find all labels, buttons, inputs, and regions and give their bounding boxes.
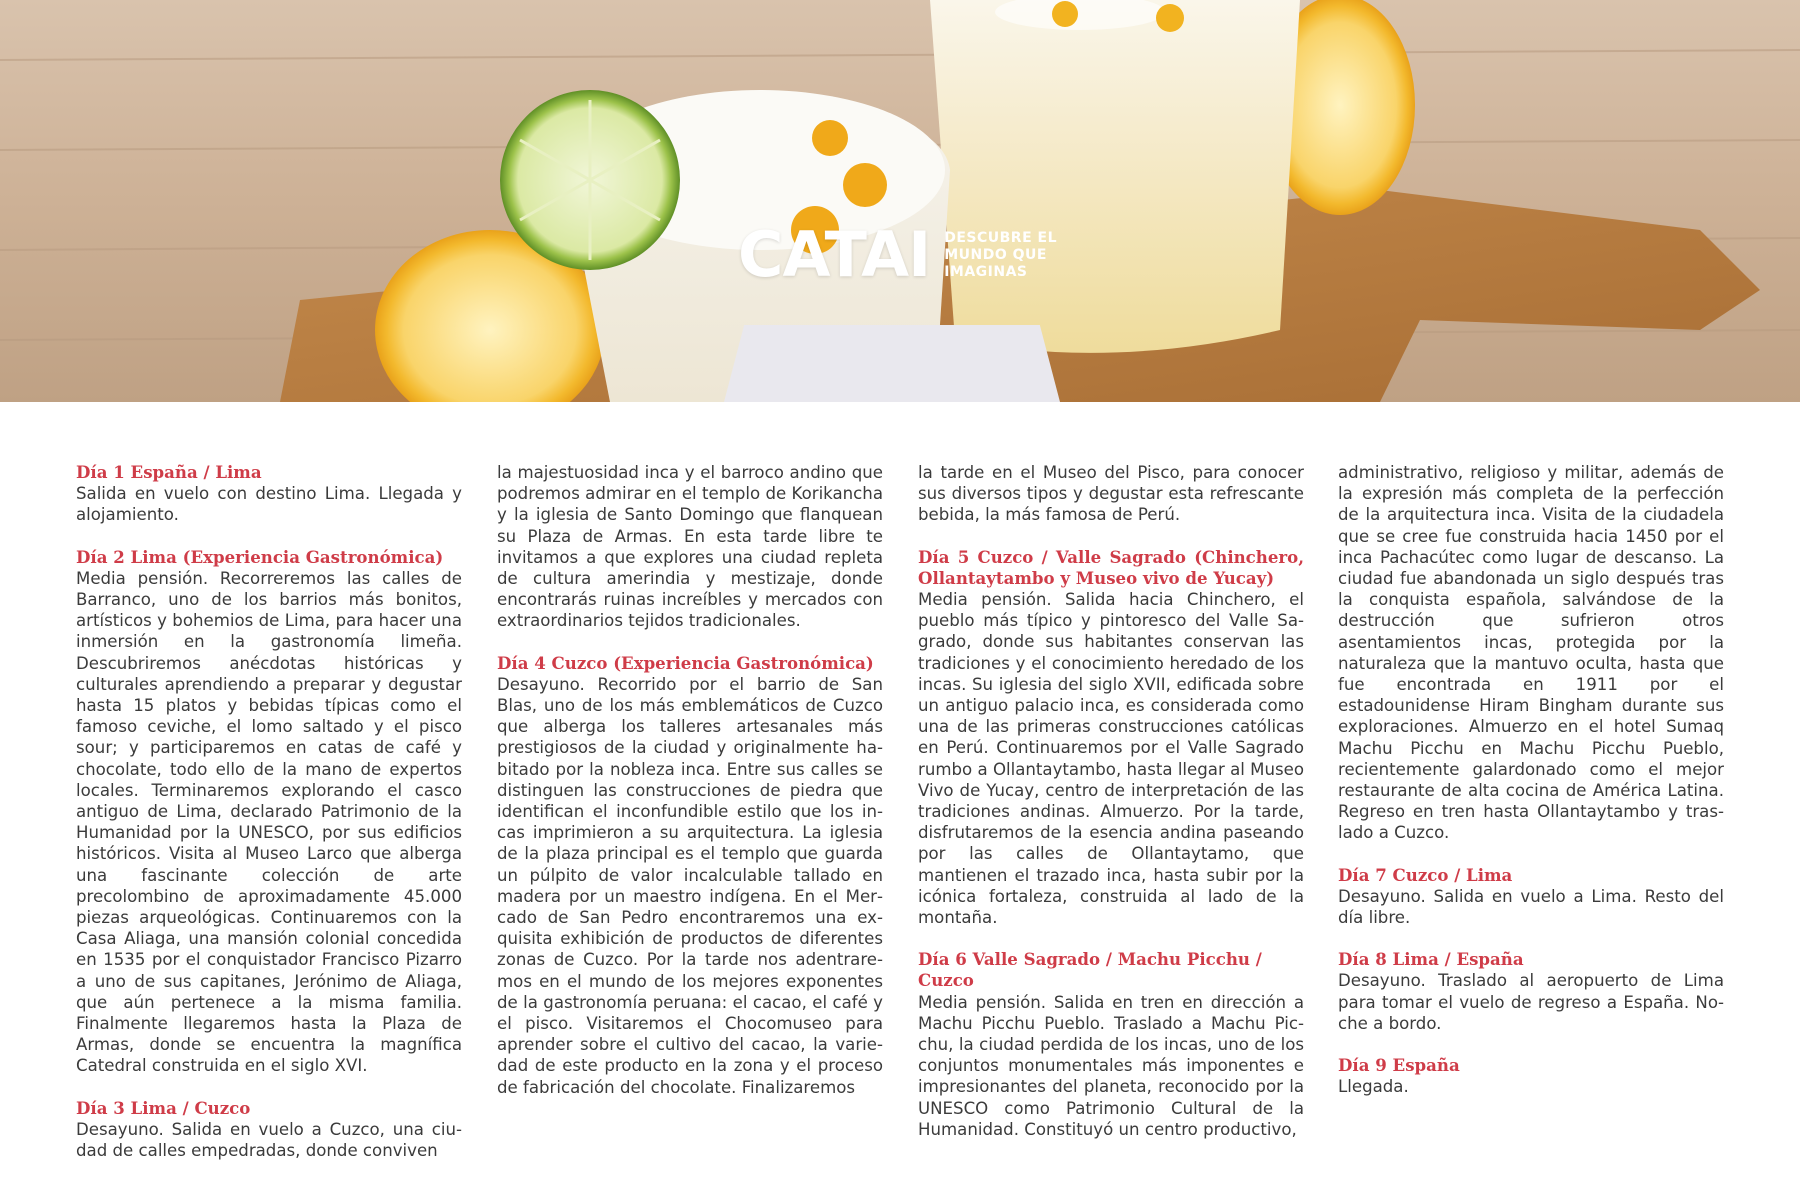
day-text: Desayuno. Salida en vuelo a Lima. Resto del día libre. bbox=[1338, 886, 1724, 928]
day-text: Media pensión. Salida hacia Chinchero, el pueblo más típico y pintoresco del Valle Sagrado, donde sus habitantes conservan las tradiciones y el conocimiento heredado de los incas. Su iglesia del siglo XVII, edificada sobre un antiguo palacio inca, es considerada como una de las primeras construcciones católicas en Perú. Continuaremos por el Valle Sagrado rumbo a Ollantaytambo, hasta llegar al Museo Vivo de Yucay, centro de interpretación de las tradiciones andinas. Almuerzo. Por la tarde, disfrutaremos de la esencia andina paseando por las calles de Ollantaytamo, que mantienen el trazado inca, hasta subir por la icónica fortaleza, construida al lado de la montaña. bbox=[918, 590, 1304, 928]
hero-photo bbox=[0, 0, 1800, 402]
day-title: Día 9 España bbox=[1338, 1055, 1460, 1076]
day-title: Día 1 España / Lima bbox=[76, 462, 262, 482]
day-4-continued bbox=[918, 462, 1304, 526]
tagline-line-1: DESCUBRE EL bbox=[944, 229, 1057, 246]
day-text: Desayuno. Salida en vuelo a Cuzco, una ciudad de calles empedradas, donde conviven bbox=[76, 1119, 462, 1161]
itinerary-columns bbox=[76, 462, 1724, 1161]
tagline-line-2: MUNDO QUE bbox=[944, 246, 1047, 263]
day-text: la majestuosidad inca y el barroco andino que podremos admirar en el templo de Korikancha y la iglesia de Santo Domingo que flanquean su Plaza de Armas. En esta tarde libre te invitamos a que explores una ciudad repleta de cultura amerindia y mestizaje, donde encontrarás ruinas increíbles y mercados con extraordinarios tejidos tradicionales. bbox=[497, 463, 883, 631]
day-1 bbox=[76, 462, 462, 526]
day-text: Salida en vuelo con destino Lima. Llegada y alojamiento. bbox=[76, 484, 462, 525]
day-text: Desayuno. Recorrido por el barrio de San Blas, uno de los más emblemáticos de Cuzco que alberga los talleres artesanales más prestigiosos de la ciudad y originalmente habitado por la nobleza inca. Entre sus calles se distinguen las construcciones de piedra que identifican el inconfundible estilo que los incas imprimieron a su arquitectura. La iglesia de la plaza principal es el templo que guarda un púlpito de valor incalculable tallado en madera por un maestro indígena. En el Mercado de San Pedro encontraremos una exquisita exhibición de productos de diferentes zonas de Cuzco. Por la tarde nos adentraremos en el mundo de los mejores exponentes de la gastronomía peruana: el cacao, el café y el pisco. Visitaremos el Chocomuseo para aprender sobre el cultivo del cacao, la variedad de este producto en la zona y el proceso de fabricación del chocolate. Finalizaremos bbox=[497, 674, 883, 1097]
column-1 bbox=[76, 462, 462, 1182]
day-text: Media pensión. Salida en tren en dirección a Machu Picchu Pueblo. Traslado a Machu Picchu, la ciudad perdida de los incas, uno de los conjuntos monumentales más imponentes e impresionantes del planeta, reconocido por la UNESCO como Patrimonio Cultural de la Humanidad. Constituyó un centro productivo, bbox=[918, 992, 1304, 1139]
day-6 bbox=[918, 949, 1304, 1140]
day-title: Día 7 Cuzco / Lima bbox=[1338, 864, 1513, 885]
day-title: Día 6 Valle Sagrado / Machu Picchu / Cuzco bbox=[918, 949, 1262, 991]
logo-tagline bbox=[944, 230, 1057, 281]
decorative-tab bbox=[724, 325, 1060, 402]
day-title: Día 5 Cuzco / Valle Sagrado (Chinchero, Ollantaytambo y Museo vivo de Yucay) bbox=[918, 546, 1304, 588]
day-text: Desayuno. Traslado al aeropuerto de Lima para tomar el vuelo de regreso a España. Noche a bordo. bbox=[1338, 971, 1724, 1033]
day-8 bbox=[1338, 949, 1724, 1034]
day-text: administrativo, religioso y militar, además de la expresión más completa de la perfección de la arquitectura inca. Visita de la ciudadela que se cree fue construida hacia 1450 por el inca Pachacútec como lugar de descanso. La ciudad fue abandonada un siglo después tras la conquista española, salvándose de la destrucción que sufrieron otros asentamientos incas, protegida por la naturaleza que la mantuvo oculta, hasta que fue encontrada en 1911 por el estadounidense Hiram Bingham durante sus exploraciones. Almuerzo en el hotel Sumaq Machu Picchu en Machu Picchu Pueblo, recientemente galardonado como el mejor restaurante de alta cocina de América Latina. Regreso en tren hasta Ollantaytambo y traslado a Cuzco. bbox=[1338, 463, 1724, 843]
day-3 bbox=[76, 1098, 462, 1162]
column-2 bbox=[497, 462, 883, 1119]
logo-wordmark: CATAI bbox=[738, 218, 931, 291]
day-4 bbox=[497, 653, 883, 1098]
day-2 bbox=[76, 547, 462, 1077]
day-text: Llegada. bbox=[1338, 1077, 1409, 1097]
day-title: Día 3 Lima / Cuzco bbox=[76, 1097, 251, 1118]
day-6-continued bbox=[1338, 462, 1724, 844]
column-4 bbox=[1338, 462, 1724, 1118]
day-7 bbox=[1338, 865, 1724, 929]
catai-logo bbox=[738, 218, 1057, 291]
day-title: Día 8 Lima / España bbox=[1338, 949, 1524, 970]
day-text: Media pensión. Recorreremos las calles de Barranco, uno de los barrios más bonitos, artísticos y bohemios de Lima, para hacer una inmersión en la gastronomía limeña. Descubriremos anécdotas históricas y culturales aprendiendo a preparar y degustar hasta 15 platos y bebidas típicas como el famoso ceviche, el lomo saltado y el pisco sour; y participaremos en catas de café y chocolate, todo ello de la mano de expertos locales. Terminaremos explorando el casco antiguo de Lima, declarado Patrimonio de la Humanidad por la UNESCO, por sus edificios históricos. Visita al Museo Larco que alberga una fascinante colección de arte precolombino de aproximadamente 45.000 piezas arqueológicas. Continuaremos con la Casa Aliaga, una mansión colonial concedida en 1535 por el conquistador Francisco Pizarro a uno de sus capitanes, Jerónimo de Aliaga, que aún pertenece a la misma familia. Finalmente llegaremos hasta la Plaza de Armas, donde se encuentra la magnífica Catedral construida en el siglo XVI. bbox=[76, 568, 462, 1076]
day-3-continued bbox=[497, 462, 883, 632]
day-text: la tarde en el Museo del Pisco, para conocer sus diversos tipos y degustar esta refrescante bebida, la más famosa de Perú. bbox=[918, 463, 1304, 525]
tagline-line-3: IMAGINAS bbox=[944, 263, 1028, 280]
day-title: Día 4 Cuzco (Experiencia Gastronómica) bbox=[497, 652, 874, 673]
day-9 bbox=[1338, 1055, 1724, 1097]
column-3 bbox=[918, 462, 1304, 1161]
day-5 bbox=[918, 547, 1304, 929]
day-title: Día 2 Lima (Experiencia Gastronómica) bbox=[76, 546, 444, 567]
